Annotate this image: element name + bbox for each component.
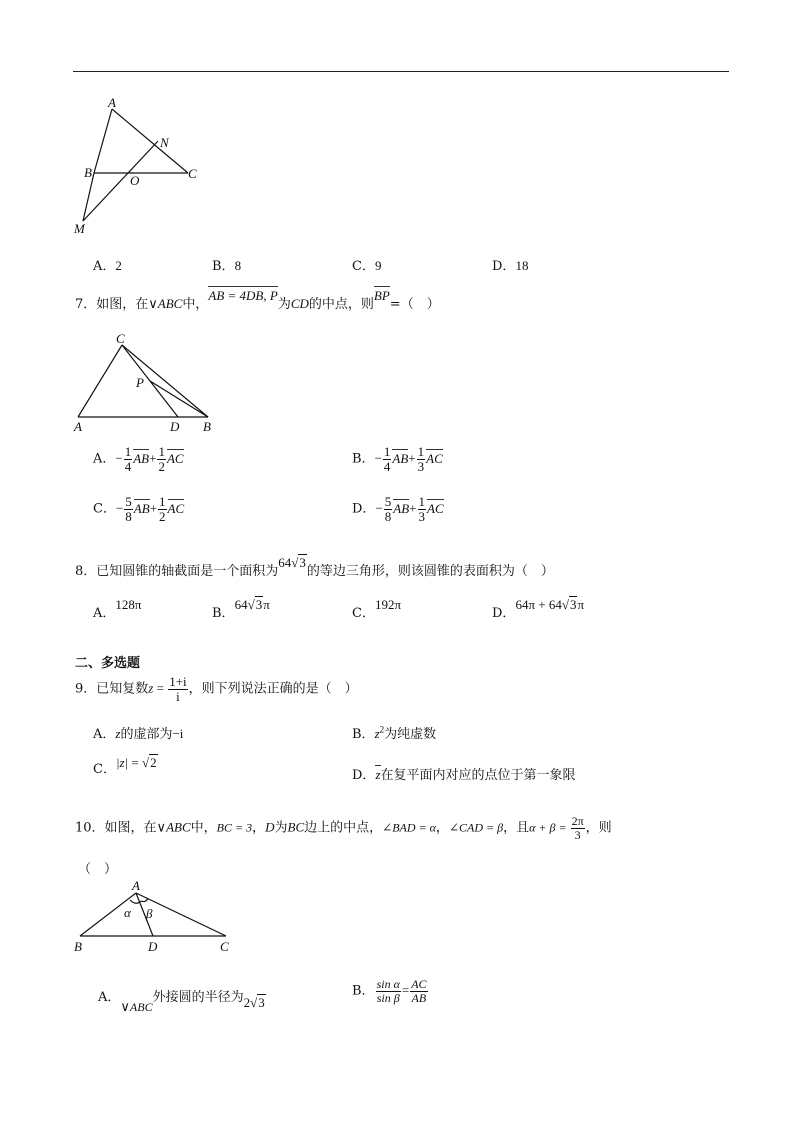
fig6-label-a: A [108, 95, 116, 110]
q7-stem: 7．如图，在∨ABC中，AB = 4DB, P为CD的中点，则BP=（ ） [75, 288, 440, 312]
q9-stem: 9．已知复数z = $\frac{1+i}{i}$ ，则下列说法正确的是（ ） [75, 674, 358, 704]
q9-option-b: B．$z^2$为纯虚数 [352, 724, 437, 742]
q10-stem: 10．如图，在∨ABC中，BC = 3，D为BC边上的中点，∠BAD = α，∠CAD = β，且α + β = $\frac{2\pi}{3}$ ，则 [75, 814, 612, 842]
fig6-label-b: B [84, 165, 92, 180]
header-rule [73, 71, 729, 72]
fig10-label-d: D [148, 939, 158, 954]
q8-stem: 8．已知圆锥的轴截面是一个面积为64√3的等边三角形，则该圆锥的表面积为（ ） [75, 555, 554, 579]
q9-option-c: C．|z| = √2 [93, 755, 157, 777]
q6-option-d: D．18 [492, 258, 529, 274]
q7-option-b: B．− $\frac{1}{4}$ AB+ $\frac{1}{3}$ AC [352, 444, 443, 474]
fig6-label-c: C [188, 166, 197, 181]
q7-option-d: D．− $\frac{5}{8}$ AB+ $\frac{1}{3}$ AC [352, 494, 444, 524]
q8-option-b: B．64√3π [212, 597, 270, 621]
figure-q7 [70, 330, 220, 435]
q8-option-a: A．128π [93, 597, 142, 621]
q7-option-c: C．− $\frac{5}{8}$ AB+ $\frac{1}{2}$ AC [93, 494, 185, 524]
q10-option-b: B． $\frac{\text{sin α}}{\text{sin β}}$ = $\frac{AC}{AB}$ [352, 977, 427, 1005]
fig6-label-o: O [130, 173, 140, 188]
q6-option-a: A．2 [93, 258, 122, 274]
fig10-label-c: C [220, 939, 229, 954]
fig10-label-a: A [132, 878, 140, 893]
fig7-label-a: A [74, 419, 82, 434]
fig7-label-d: D [170, 419, 180, 434]
fig6-label-n: N [160, 135, 169, 150]
fig7-label-c: C [116, 331, 125, 346]
figure-q10 [70, 878, 240, 958]
q10-answer-paren: （ ） [78, 862, 118, 877]
q7-option-a: A．− $\frac{1}{4}$ AB+ $\frac{1}{2}$ AC [93, 444, 184, 474]
fig10-label-alpha: α [124, 905, 131, 920]
q8-option-c: C．192π [352, 597, 402, 621]
section-multi-choice-title: 二、多选题 [75, 656, 141, 671]
fig10-label-b: B [74, 939, 82, 954]
q6-option-b: B．8 [212, 258, 242, 274]
fig7-label-b: B [203, 419, 211, 434]
fig6-label-m: M [74, 221, 85, 236]
figure-q6 [70, 95, 210, 240]
q8-option-d: D．64π + 64√3π [492, 597, 585, 621]
q6-option-c: C．9 [352, 258, 382, 274]
fig7-label-p: P [136, 375, 144, 390]
q9-option-d: D．z在复平面内对应的点位于第一象限 [352, 767, 576, 783]
q9-option-a: A．z的虚部为−i [93, 726, 184, 742]
fig10-label-beta: β [146, 906, 153, 921]
q10-option-a: A．∨ABC外接圆的半径为2√3 [98, 990, 265, 1014]
